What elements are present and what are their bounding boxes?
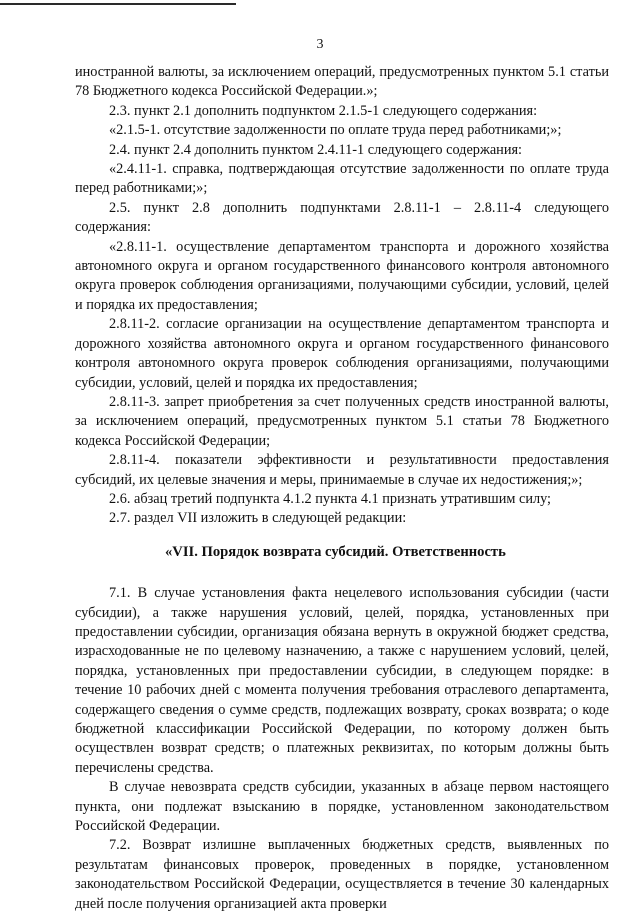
paragraph: 2.3. пункт 2.1 дополнить подпунктом 2.1.5-1 следующего содержания:	[109, 102, 538, 119]
top-rule	[0, 3, 236, 5]
page-number: 3	[316, 37, 324, 52]
paragraph: 2.5. пункт 2.8 дополнить подпунктами 2.8.11-1 – 2.8.11-4 следующего содержания:	[75, 199, 609, 236]
paragraph: «2.8.11-1. осуществление департаментом транспорта и дорожного хозяйства автономного округа и органом государственного финансового контроля автономного округа проверок соблюдения организациями, получающими субсидии, условий, целей и порядка их предоставления;	[75, 238, 609, 313]
paragraph: 2.8.11-3. запрет приобретения за счет полученных средств иностранной валюты, за исключением операций, предусмотренных пунктом 5.1 статьи 78 Бюджетного кодекса Российской Федерации;	[75, 393, 609, 449]
paragraph: 2.7. раздел VII изложить в следующей редакции:	[109, 510, 407, 527]
paragraph: 2.4. пункт 2.4 дополнить пунктом 2.4.11-1 следующего содержания:	[109, 141, 523, 158]
paragraph: 7.2. Возврат излишне выплаченных бюджетных средств, выявленных по результатам финансовых проверок, проведенных в порядке, установленном законодательством Российской Федерации, осуществляется в течение 30 календарных дней после получения организацией акта проверки	[75, 837, 609, 912]
paragraphs-before	[75, 63, 609, 529]
paragraph: 2.8.11-2. согласие организации на осуществление департаментом транспорта и дорожного хозяйства автономного округа и органом государственного финансового контроля автономного округа проверок соблюдения организациями, получающими субсидии, условий, целей и порядка их предоставления;	[75, 316, 609, 391]
paragraph: В случае невозврата средств субсидии, указанных в абзаце первом настоящего пункта, они подлежат взысканию в порядке, установленном законодательством Российской Федерации.	[75, 779, 609, 835]
paragraph: 7.1. В случае установления факта нецелевого использования субсидии (части субсидии), а также нарушения условий, целей, порядка, установленных при предоставлении субсидии, организация обязана вернуть в окружной бюджет средства, израсходованные не по целевому назначению, а также с нарушением условий, целей, порядка, установленных при предоставлении субсидии, в следующем порядке: в течение 10 рабочих дней с момента получения требования отраслевого департамента, содержащего сведения о сумме средств, подлежащих возврату, сроках возврата; о коде бюджетной классификации Российской Федерации, по которому должен быть осуществлен возврат средств; о платежных реквизитах, по которым должны быть перечислены средства.	[75, 585, 609, 776]
paragraph: иностранной валюты, за исключением операций, предусмотренных пунктом 5.1 статьи 78 Бюджетного кодекса Российской Федерации.»;	[75, 64, 609, 100]
paragraph: 2.6. абзац третий подпункта 4.1.2 пункта 4.1 признать утратившим силу;	[109, 490, 552, 507]
paragraph: 2.8.11-4. показатели эффективности и результативности предоставления субсидий, их целевые значения и меры, принимаемые в случае их недостижения;»;	[75, 452, 609, 488]
section-heading: «VII. Порядок возврата субсидий. Ответственность	[165, 543, 506, 560]
paragraph: «2.4.11-1. справка, подтверждающая отсутствие задолженности по оплате труда перед работниками;»;	[75, 161, 609, 197]
paragraph: «2.1.5-1. отсутствие задолженности по оплате труда перед работниками;»;	[109, 122, 562, 139]
paragraphs-after	[75, 584, 609, 914]
document-body	[75, 63, 609, 914]
